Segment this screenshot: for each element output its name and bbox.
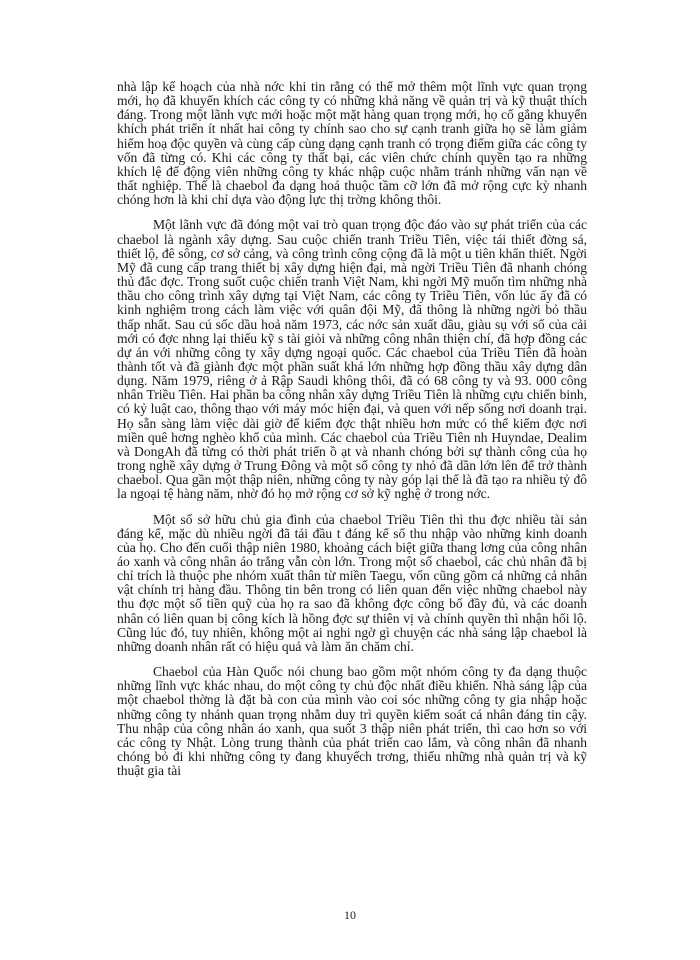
page-number: 10 <box>344 908 356 922</box>
paragraph-2: Một lãnh vực đã đóng một vai trò quan trọng độc đáo vào sự phát triển của các chaebol là ngành xây dựng. Sau cuộc chiến tranh Triều Tiên, việc tái thiết đờng sá, thiết lộ, đê sông, cơ sở cảng, và công trình công cộng đã là một u tiên khẩn thiết. Ngời Mỹ đã cung cấp trang thiết bị xây dựng hiện đại, mà ngời Triều Tiên đã nhanh chóng thủ đắc đợc. Trong suốt cuộc chiến tranh Việt Nam, khi ngời Mỹ muốn tìm những nhà thầu cho công trình xây dựng tại Việt Nam, các công ty Triều Tiên, vốn lúc ấy đã có kinh nghiệm trong cách làm việc với quân đội Mỹ, đã thông là những ngời bỏ thầu thấp nhất. Sau cú sốc dầu hoả năm 1973, các nớc sản xuất dầu, giàu sụ với số của cải mới có đợc nhng lại thiếu kỹ s tài giỏi và những công nhân thiện chí, đã hợp đồng các dự án với những công ty xây dựng ngoại quốc. Các chaebol của Triều Tiên đã hoàn thành tốt và đã giành đợc một phần suất khá lớn những hợp đồng thầu xây dựng dân dụng. Năm 1979, riêng ở ả Rập Saudi không thôi, đã có 68 công ty và 93. 000 công nhân Triều Tiên. Hai phần ba công nhân xây dựng Triều Tiên là những cựu chiến binh, có kỷ luật cao, thông thạo với máy móc hiện đại, và quen với nếp sống nơi doanh trại. Họ sẵn sàng làm việc dài giờ để kiếm đợc thật nhiều hơn mức có thể kiếm đợc nơi miền quê hơng nghèo khổ của mình. Các chaebol của Triều Tiên nh Huyndae, Dealim và DongAh đã từng có thời phát triển ồ ạt và nhanh chóng bởi sự thành công của họ trong nghề xây dựng ở Trung Đông và một số công ty nhỏ đã dần lớn lên để trở thành chaebol. Qua gần một thập niên, những công ty này góp lại thế là đã tạo ra nhiều tỷ đô la ngoại tệ hàng năm, nhờ đó họ mở rộng cơ sở kỹ nghệ ở trong nớc. <box>117 217 587 502</box>
paragraph-1: nhà lập kế hoạch của nhà nớc khi tin rằng có thể mở thêm một lĩnh vực quan trọng mới, họ đã khuyến khích các công ty có những khả năng về quản trị và kỹ thuật thích đáng. Trong một lãnh vực mới hoặc một mặt hàng quan trọng mới, họ cố gắng khuyến khích phát triển ít nhất hai công ty chính sao cho sự cạnh tranh giữa họ sẽ làm giảm hiểm hoạ độc quyền và cùng cấp cùng dạng cạnh tranh có trọng điểm giữa các công ty vốn đã từng có. Khi các công ty thất bại, các viên chức chính quyền tạo ra những khích lệ để động viên những công ty khác nhập cuộc nhằm tránh những vấn nạn về thất nghiệp. Thế là chaebol đa dạng hoá thuộc tầm cỡ lớn đã mở rộng cực kỳ nhanh chóng hơn là khi chỉ dựa vào động lực thị trờng không thôi. <box>117 79 587 208</box>
paragraph-4: Chaebol của Hàn Quốc nói chung bao gồm một nhóm công ty đa dạng thuộc những lĩnh vực khác nhau, do một công ty chủ độc nhất điều khiển. Nhà sáng lập của một chaebol thờng là đặt bà con của mình vào coi sóc những công ty gia nhập hoặc những công ty nhánh quan trọng nhằm duy trì quyền kiểm soát cá nhân đáng tin cậy. Thu nhập của công nhân áo xanh, qua suốt 3 thập niên phát triển, thì cao hơn so với các công ty Nhật. Lòng trung thành của phát triển cao lắm, và công nhân đã nhanh chóng bỏ đi khi những công ty đang khuyếch trơng, thiếu những nhà quản trị và kỹ thuật gia tài <box>117 664 587 779</box>
paragraph-3: Một số sở hữu chủ gia đình của chaebol Triều Tiên thì thu đợc nhiều tài sản đáng kể, mặc dù nhiều ngời đã tái đầu t đáng kể số thu nhập vào những kinh doanh của họ. Cho đến cuối thập niên 1980, khoảng cách biệt giữa thang lơng của công nhân áo xanh và công nhân áo trắng vẫn còn lớn. Trong một số chaebol, các chủ nhân đã bị chỉ trích là thuộc phe nhóm xuất thân từ miền Taegu, vốn cũng gồm cả những cả nhân vật chính trị hàng đầu. Thông tin bên trong có liên quan đến việc những chaebol này thu đợc một số tiền quỹ của họ ra sao đã không đợc công bố đầy đủ, và các doanh nhân có liên quan bị công kích là hồng đợc sự thiên vị và chính quyền thì nhận hối lộ. Cũng lúc đó, tuy nhiên, không một ai nghi ngờ gì chuyện các nhà sáng lập chaebol là những doanh nhân rất có hiệu quả và làm ăn chăm chỉ. <box>117 511 587 654</box>
